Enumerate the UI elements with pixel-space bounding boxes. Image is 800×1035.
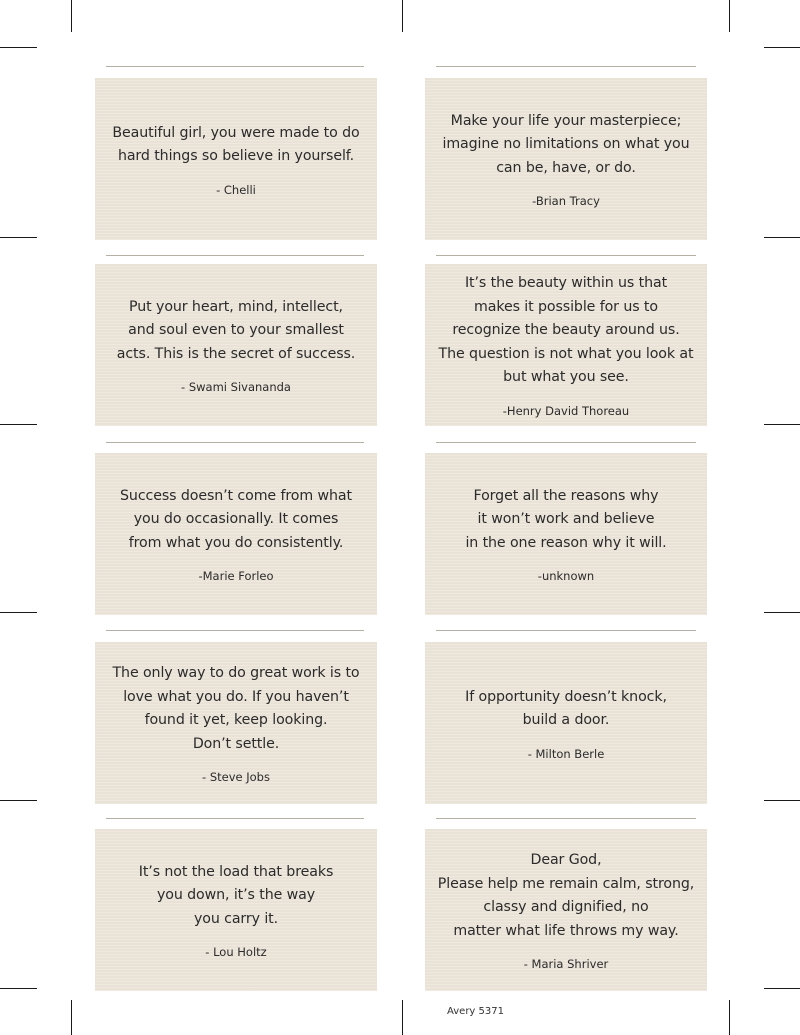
quote-line: build a door.	[522, 712, 610, 728]
quote-line: can be, have, or do.	[496, 159, 636, 176]
quote-line: you carry it.	[193, 910, 279, 927]
quote-line: If opportunity doesn’t knock,	[465, 688, 667, 705]
guide-line	[106, 66, 364, 67]
crop-mark	[764, 47, 800, 48]
quote-author: -Marie Forleo	[198, 569, 274, 584]
quote-line: Put your heart, mind, intellect,	[129, 298, 343, 315]
quote-line: hard things so believe in yourself.	[117, 148, 355, 164]
quote-line: but what you see.	[503, 369, 629, 386]
crop-mark	[0, 47, 37, 48]
quote-line: It’s the beauty within us that	[464, 275, 668, 292]
quote-line: It’s not the load that breaks	[138, 863, 334, 880]
quote-author: - Steve Jobs	[202, 770, 270, 784]
quote-line: Don’t settle.	[192, 735, 280, 752]
guide-line	[106, 255, 364, 256]
crop-mark	[402, 1000, 403, 1035]
quote-line: The question is not what you look at	[438, 345, 694, 362]
quote-card	[425, 78, 707, 240]
quote-card	[95, 264, 377, 426]
quote-line: Beautiful girl, you were made to do	[112, 124, 360, 141]
quote-author: -Henry David Thoreau	[502, 403, 630, 418]
quote-line: Forget all the reasons why	[473, 487, 659, 504]
crop-mark	[71, 0, 72, 32]
quote-card	[95, 829, 377, 991]
quote-line: acts. This is the secret of success.	[116, 345, 356, 362]
quote-line: you down, it’s the way	[156, 887, 316, 904]
quote-line: The only way to do great work is to	[112, 665, 360, 681]
crop-mark	[0, 424, 37, 425]
crop-mark	[729, 1000, 730, 1035]
crop-mark	[0, 612, 37, 613]
crop-mark	[0, 800, 37, 801]
quote-author: -Brian Tracy	[532, 194, 600, 209]
guide-line	[436, 818, 696, 819]
quote-author: -unknown	[537, 569, 595, 584]
quote-line: you do occasionally. It comes	[133, 511, 339, 528]
guide-line	[436, 255, 696, 256]
quote-card	[95, 453, 377, 615]
crop-mark	[402, 0, 403, 32]
crop-mark	[764, 237, 800, 238]
template-label: Avery 5371	[447, 1006, 504, 1017]
crop-mark	[0, 237, 37, 238]
crop-mark	[729, 0, 730, 32]
quote-line: makes it possible for us to	[474, 298, 658, 315]
quote-line: Success doesn’t come from what	[120, 487, 352, 504]
quote-line: matter what life throws my way.	[453, 922, 679, 939]
quote-line: found it yet, keep looking.	[144, 712, 328, 728]
quote-line: Please help me remain calm, strong,	[437, 875, 695, 892]
guide-line	[436, 442, 696, 443]
quote-line: classy and dignified, no	[483, 899, 649, 915]
quote-line: love what you do. If you haven’t	[123, 688, 349, 705]
quote-card	[425, 453, 707, 615]
quote-line: imagine no limitations on what you	[442, 136, 690, 153]
quote-author: - Milton Berle	[527, 746, 605, 761]
crop-mark	[764, 800, 800, 801]
quote-card	[425, 642, 707, 804]
crop-mark	[71, 1000, 72, 1035]
quote-card	[425, 264, 707, 426]
quote-line: Dear God,	[530, 852, 602, 868]
guide-line	[106, 630, 364, 631]
crop-mark	[764, 612, 800, 613]
quote-line: Make your life your masterpiece;	[450, 112, 682, 129]
guide-line	[106, 442, 364, 443]
crop-mark	[764, 988, 800, 989]
guide-line	[436, 630, 696, 631]
guide-line	[436, 66, 696, 67]
quote-card	[425, 829, 707, 991]
quote-author: - Swami Sivananda	[181, 380, 291, 395]
crop-mark	[0, 988, 37, 989]
quote-card	[95, 78, 377, 240]
quote-line: in the one reason why it will.	[465, 534, 667, 551]
crop-mark	[764, 424, 800, 425]
guide-line	[106, 818, 364, 819]
quote-author: - Maria Shriver	[523, 957, 609, 971]
quote-line: it won’t work and believe	[477, 511, 655, 528]
quote-line: and soul even to your smallest	[128, 322, 344, 339]
quote-line: recognize the beauty around us.	[452, 322, 680, 339]
quote-author: - Chelli	[216, 182, 256, 197]
quote-line: from what you do consistently.	[128, 534, 344, 551]
quote-author: - Lou Holtz	[205, 945, 267, 960]
quote-card	[95, 642, 377, 804]
